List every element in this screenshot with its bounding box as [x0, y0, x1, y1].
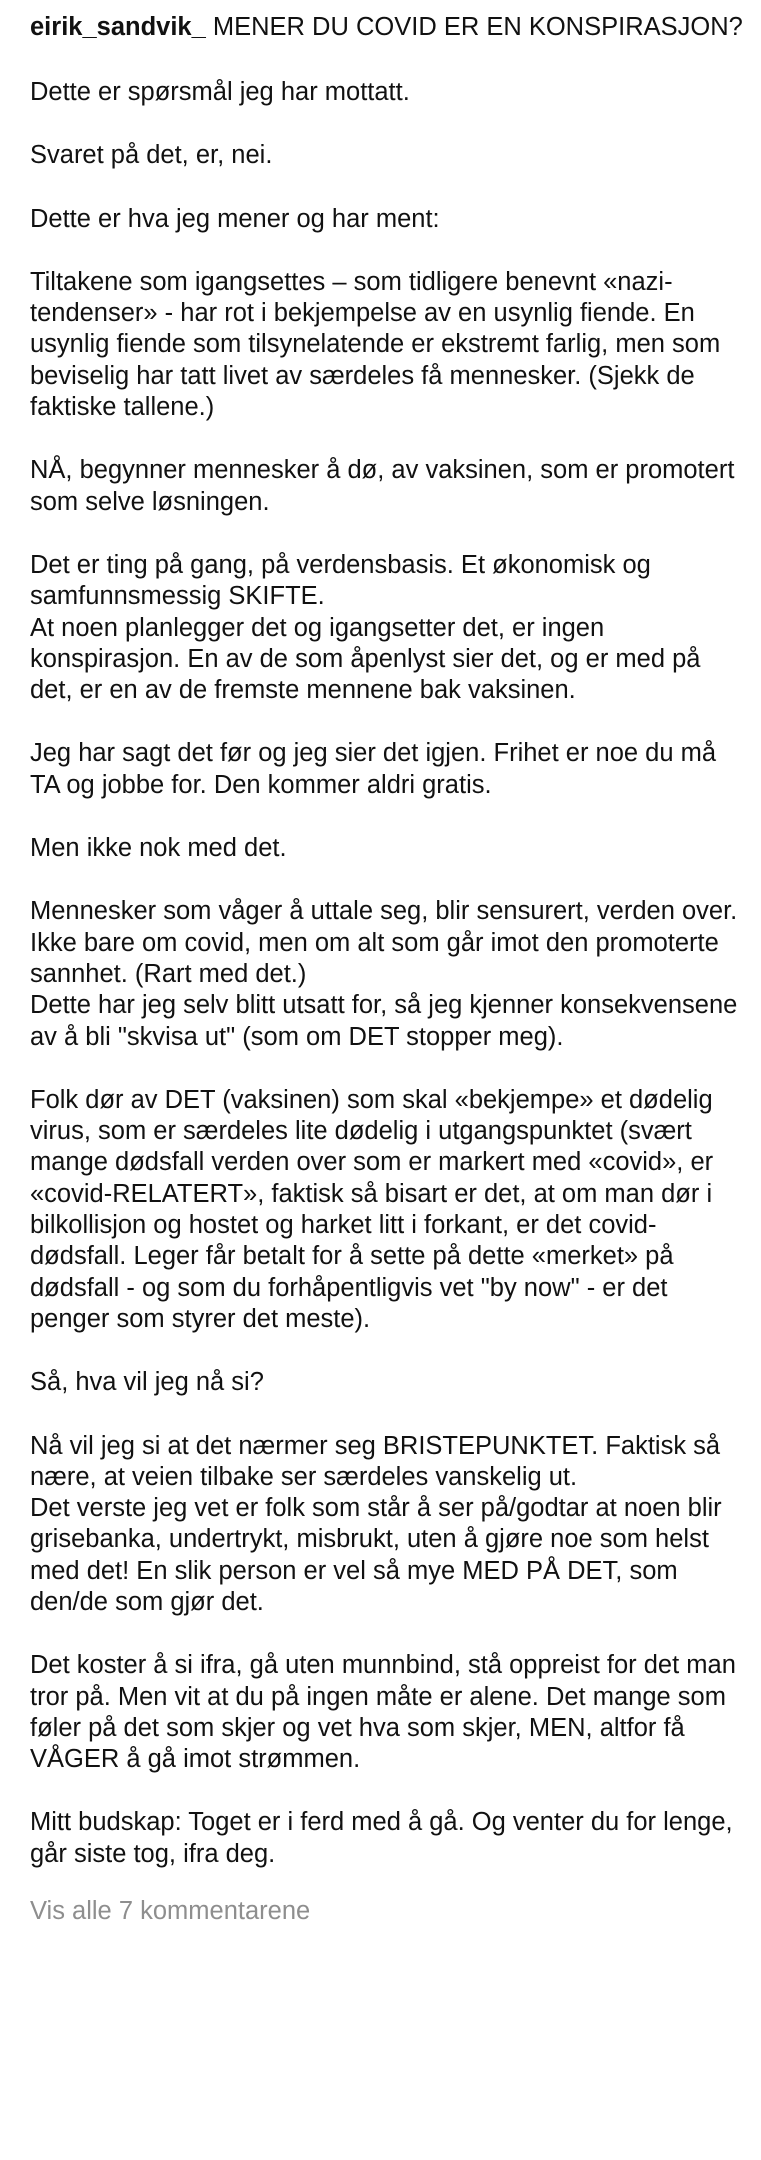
caption-paragraph — [30, 833, 745, 864]
caption-line: Dette er hva jeg mener og har ment: — [30, 204, 440, 233]
caption-body — [30, 77, 745, 1870]
caption-paragraph — [30, 77, 745, 108]
caption-paragraph — [30, 204, 745, 235]
caption-line: At noen planlegger det og igangsetter det, er ingen konspirasjon. En av de som åpenlyst sier det, og er med på det, er en av de fremste mennene bak vaksinen. — [30, 613, 701, 705]
caption-line: Tiltakene som igangsettes – som tidligere benevnt «nazi-tendenser» - har rot i bekjempelse av en usynlig fiende. En usynlig fiende som tilsynelatende er ekstremt farlig, men som beviselig har tatt livet av særdeles få mennesker. (Sjekk de faktiske tallene.) — [30, 267, 721, 422]
caption-line: Nå vil jeg si at det nærmer seg BRISTEPUNKTET. Faktisk så nære, at veien tilbake ser særdeles vanskelig ut. — [30, 1431, 721, 1491]
caption-line: Jeg har sagt det før og jeg sier det igjen. Frihet er noe du må TA og jobbe for. Den kommer aldri gratis. — [30, 739, 717, 799]
caption-paragraph — [30, 140, 745, 171]
caption-line: Dette har jeg selv blitt utsatt for, så jeg kjenner konsekvensene av å bli "skvisa ut" (som om DET stopper meg). — [30, 991, 738, 1051]
caption-paragraph — [30, 550, 745, 706]
caption-paragraph — [30, 896, 745, 1052]
caption-paragraph — [30, 1650, 745, 1775]
caption-paragraph — [30, 1367, 745, 1398]
caption-paragraph — [30, 1085, 745, 1335]
caption-line: Dette er spørsmål jeg har mottatt. — [30, 78, 410, 106]
caption-line: Det verste jeg vet er folk som står å ser på/godtar at noen blir grisebanka, undertrykt, misbrukt, uten å gjøre noe som helst med det! En slik person er vel så mye MED PÅ DET, som den/de som gjør det. — [30, 1494, 722, 1616]
caption-line: Svaret på det, er, nei. — [30, 141, 273, 170]
caption-line: Det er ting på gang, på verdensbasis. Et økonomisk og samfunnsmessig SKIFTE. — [30, 550, 651, 611]
caption-line: Så, hva vil jeg nå si? — [30, 1368, 264, 1397]
caption-line: NÅ, begynner mennesker å dø, av vaksinen, som er promotert som selve løsningen. — [30, 456, 735, 516]
caption-line: Mitt budskap: Toget er i ferd med å gå. Og venter du for lenge, går siste tog, ifra deg. — [30, 1808, 733, 1868]
username-link[interactable]: eirik_sandvik_ — [30, 13, 206, 41]
caption-paragraph — [30, 738, 745, 801]
caption-header — [30, 12, 745, 43]
caption-headline: MENER DU COVID ER EN KONSPIRASJON? — [205, 13, 743, 41]
caption-paragraph — [30, 1807, 745, 1870]
caption-paragraph — [30, 1431, 745, 1619]
caption-line: Folk dør av DET (vaksinen) som skal «bekjempe» et dødelig virus, som er særdeles lite dødelig i utgangspunktet (svært mange dødsfall verden over som er markert med «covid», er «covid-RELATERT», faktisk så bisart er det, at om man dør i bilkollisjon og hostet og harket litt i forkant, er det covid-dødsfall. Leger får betalt for å sette på dette «merket» på dødsfall - og som du forhåpentligvis vet "by now" - er det penger som styrer det meste). — [30, 1085, 714, 1333]
caption-line: Men ikke nok med det. — [30, 834, 287, 863]
caption-paragraph — [30, 455, 745, 518]
caption-line: Det koster å si ifra, gå uten munnbind, stå oppreist for det man tror på. Men vit at du på ingen måte er alene. Det mange som føler på det som skjer og vet hva som skjer, MEN, altfor få VÅGER å gå imot strømmen. — [30, 1651, 736, 1774]
caption-paragraph — [30, 267, 745, 423]
caption-line: Mennesker som våger å uttale seg, blir sensurert, verden over. Ikke bare om covid, men om alt som går imot den promoterte sannhet. (Rart med det.) — [30, 897, 738, 988]
view-all-comments-link[interactable]: Vis alle 7 kommentarene — [30, 1897, 311, 1926]
